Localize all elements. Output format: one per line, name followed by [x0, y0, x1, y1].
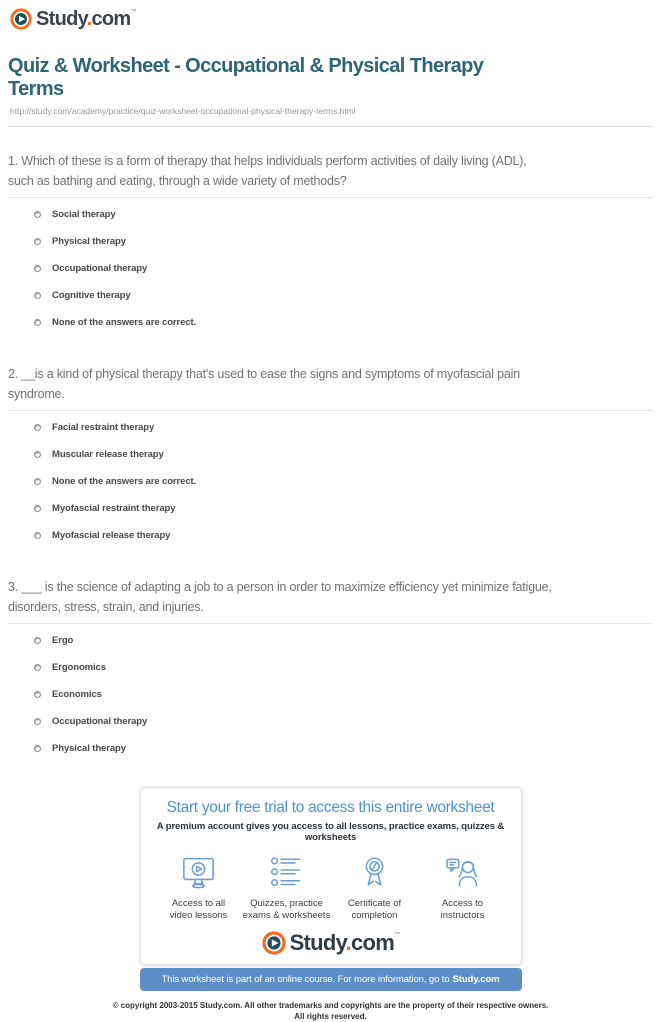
promo-heading: Start your free trial to access this entire worksheet: [166, 799, 495, 816]
option-label: Physical therapy: [52, 236, 126, 247]
studycom-wordmark: Study.com™: [289, 930, 400, 955]
answer-option[interactable]: [34, 654, 653, 681]
answer-option[interactable]: [34, 309, 653, 336]
answer-options: [8, 198, 653, 336]
answer-option[interactable]: [34, 441, 653, 468]
studycom-logo-footer[interactable]: [151, 931, 511, 955]
feature-label: Access to instructors: [440, 898, 485, 921]
header-divider: [8, 126, 653, 127]
feature-label: Access to all video lessons: [169, 898, 228, 921]
option-label: None of the answers are correct.: [52, 317, 197, 328]
radio-button[interactable]: [34, 637, 41, 644]
radio-button[interactable]: [34, 451, 41, 458]
radio-button[interactable]: [34, 478, 41, 485]
answer-options: [8, 624, 653, 762]
question-text-line: disorders, stress, strain, and injuries.: [8, 600, 204, 614]
feature-list: [151, 854, 511, 922]
question-1: [8, 151, 653, 336]
instructor-chat-icon: [444, 854, 481, 891]
feature-quizzes: [243, 854, 331, 922]
option-label: Social therapy: [52, 209, 116, 220]
answer-option[interactable]: [34, 414, 653, 441]
question-text: [8, 364, 653, 411]
radio-button[interactable]: [34, 691, 41, 698]
certificate-icon: [356, 854, 393, 891]
option-label: None of the answers are correct.: [52, 476, 197, 487]
play-circle-icon: [262, 931, 286, 955]
radio-button[interactable]: [34, 718, 41, 725]
answer-option[interactable]: [34, 282, 653, 309]
feature-instructors: [419, 854, 507, 922]
radio-button[interactable]: [34, 265, 41, 272]
option-label: Myofascial restraint therapy: [52, 503, 176, 514]
banner-text: This worksheet is part of an online course. For more information, go to: [161, 974, 450, 985]
course-info-banner[interactable]: [140, 968, 522, 991]
feature-label: Quizzes, practice exams & worksheets: [242, 898, 331, 921]
studycom-wordmark: Study.com™: [36, 8, 136, 30]
option-label: Cognitive therapy: [52, 290, 131, 301]
answer-option[interactable]: [34, 201, 653, 228]
question-text-line: 3. ___ is the science of adapting a job to a person in order to maximize efficiency yet minimize fatigue,: [8, 580, 552, 594]
play-circle-icon: [10, 8, 32, 30]
question-text-line: 1. Which of these is a form of therapy that helps individuals perform activities of daily living (ADL),: [8, 154, 527, 168]
question-text: [8, 151, 653, 198]
question-text: [8, 577, 653, 624]
page-title: Quiz & Worksheet - Occupational & Physical Therapy Terms: [8, 55, 484, 100]
answer-option[interactable]: [34, 735, 653, 762]
radio-button[interactable]: [34, 664, 41, 671]
answer-option[interactable]: [34, 522, 653, 549]
source-url: http://study.com/academy/practice/quiz-worksheet-occupational-physical-therapy-terms.html: [10, 106, 356, 116]
feature-certificate: [331, 854, 419, 922]
quiz-questions: [0, 151, 661, 762]
banner-studycom-link[interactable]: Study.com: [452, 974, 500, 985]
question-3: [8, 577, 653, 762]
question-text-line: syndrome.: [8, 387, 65, 401]
question-text-line: such as bathing and eating, through a wide variety of methods?: [8, 174, 347, 188]
answer-option[interactable]: [34, 681, 653, 708]
radio-button[interactable]: [34, 211, 41, 218]
option-label: Myofascial release therapy: [52, 530, 171, 541]
radio-button[interactable]: [34, 745, 41, 752]
option-label: Ergonomics: [52, 662, 106, 673]
option-label: Economics: [52, 689, 102, 700]
option-label: Muscular release therapy: [52, 449, 164, 460]
promo-subheading: A premium account gives you access to all lessons, practice exams, quizzes & worksheets: [156, 821, 505, 843]
feature-label: Certificate of completion: [347, 898, 402, 921]
option-label: Facial restraint therapy: [52, 422, 155, 433]
page-header: [0, 0, 661, 127]
copyright-line: All rights reserved.: [294, 1012, 367, 1021]
option-label: Occupational therapy: [52, 716, 148, 727]
answer-option[interactable]: [34, 468, 653, 495]
answer-options: [8, 411, 653, 549]
studycom-logo[interactable]: [10, 8, 136, 30]
radio-button[interactable]: [34, 238, 41, 245]
radio-button[interactable]: [34, 319, 41, 326]
radio-button[interactable]: [34, 505, 41, 512]
copyright-notice: [0, 1000, 661, 1022]
answer-option[interactable]: [34, 708, 653, 735]
option-label: Ergo: [52, 635, 74, 646]
video-monitor-icon: [180, 854, 217, 891]
question-2: [8, 364, 653, 549]
answer-option[interactable]: [34, 255, 653, 282]
option-label: Physical therapy: [52, 743, 126, 754]
answer-option[interactable]: [34, 495, 653, 522]
quiz-list-icon: [268, 854, 305, 891]
copyright-line: © copyright 2003-2015 Study.com. All other trademarks and copyrights are the property of their respective owners.: [112, 1001, 549, 1010]
free-trial-promo-card: [140, 787, 522, 965]
feature-video-lessons: [155, 854, 243, 922]
radio-button[interactable]: [34, 424, 41, 431]
radio-button[interactable]: [34, 292, 41, 299]
question-text-line: 2. __is a kind of physical therapy that's used to ease the signs and symptoms of myofascial pain: [8, 367, 520, 381]
answer-option[interactable]: [34, 627, 653, 654]
option-label: Occupational therapy: [52, 263, 148, 274]
radio-button[interactable]: [34, 532, 41, 539]
answer-option[interactable]: [34, 228, 653, 255]
